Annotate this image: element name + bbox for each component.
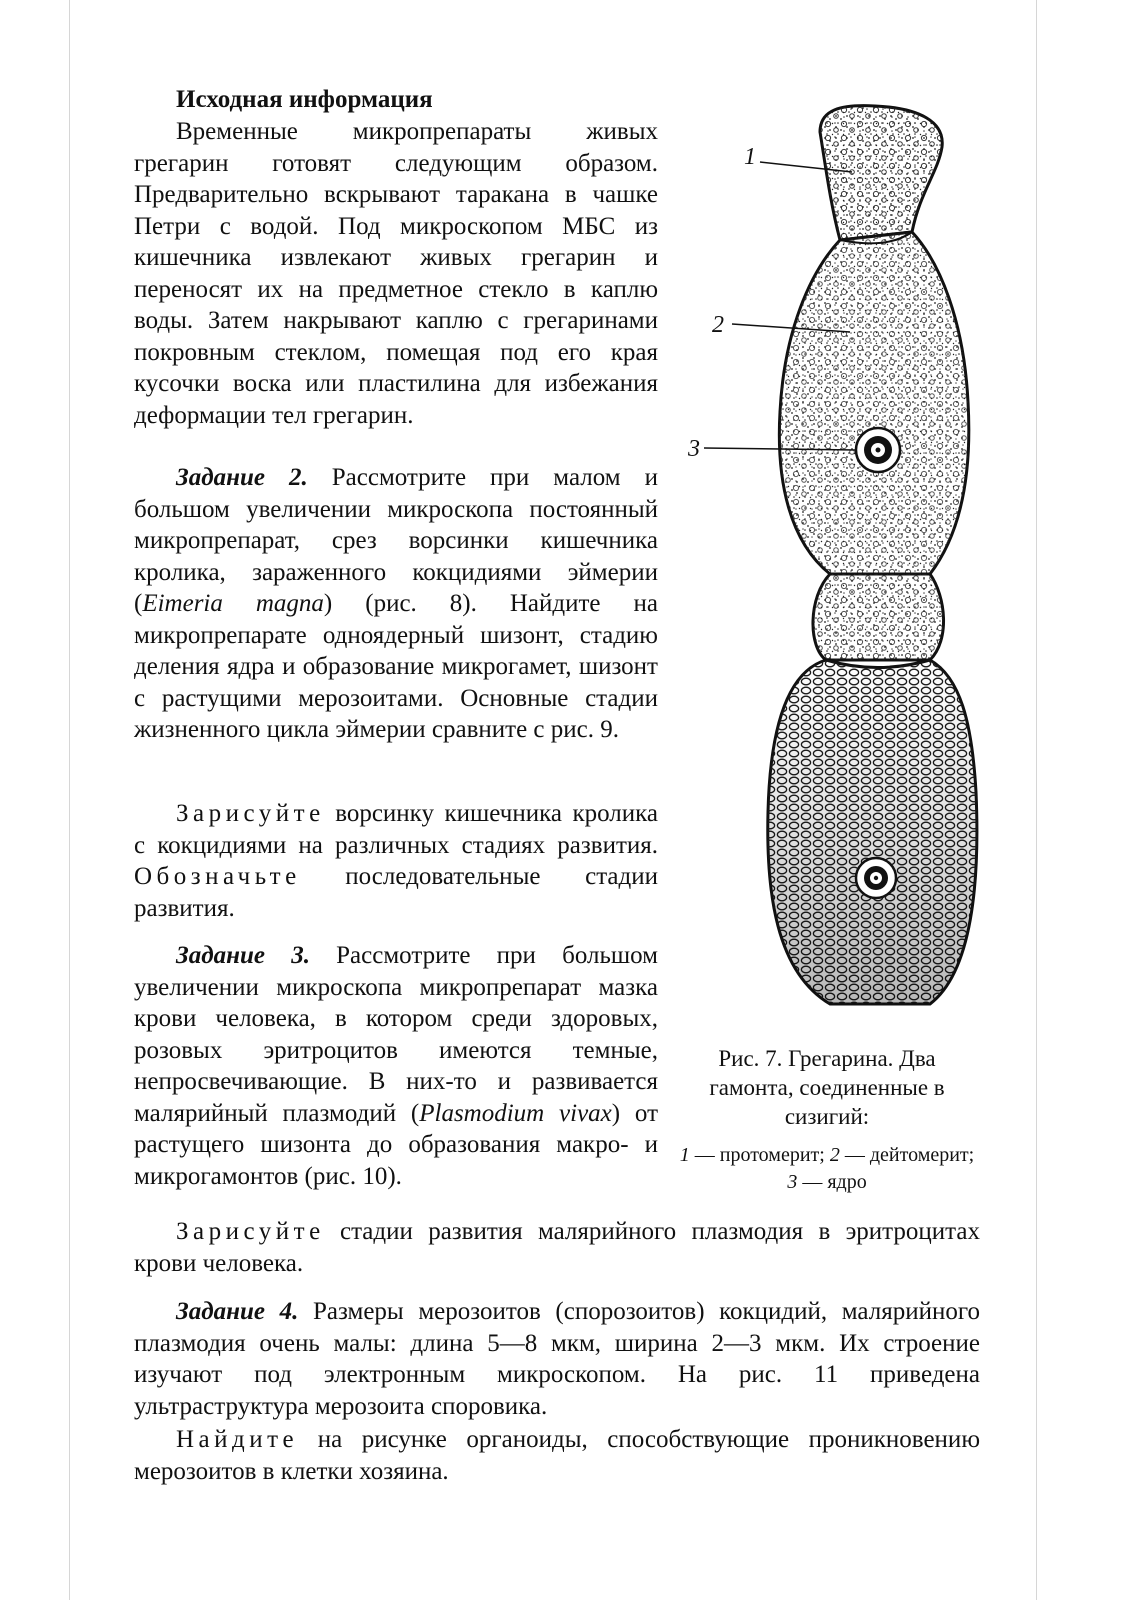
lower-protomerite [813,574,944,660]
figure-caption: Рис. 7. Грегарина. Два гамонта, соединенные в сизигий: [709,1046,945,1129]
section-heading: Исходная информация [176,86,433,113]
task2-paragraph [134,462,658,746]
page-border-right [1036,0,1037,1600]
legend-text-1: — протомерит; [689,1144,830,1166]
upper-nucleus [856,428,900,472]
upper-protomerite [820,106,942,240]
task3-draw-paragraph [134,1216,980,1279]
label-1: 1 [744,144,756,170]
task4-text: Размеры мерозоитов (спорозоитов) кокцидий, малярийного плазмодия очень малы: длина 5—8 мкм, ширина 2—3 мкм. Их строение изучают под электронным микроскопом. На рис. 11 приведена ультраструктура мерозоита споровика. [134,1298,980,1420]
task2-text-after: ) (рис. 8). Найдите на микропрепарате одноядерный шизонт, стадию деления ядра и образование микрогамет, шизонт с растущими мерозоитами. Основные стадии жизненного цикла эймерии сравните с рис. 9. [134,590,658,743]
task4-label: Задание 4. [176,1298,299,1325]
upper-deutomerite [779,232,968,574]
lower-nucleus [856,858,896,898]
task2-draw-paragraph [134,798,658,924]
legend-num-1: 1 [679,1144,690,1166]
task3-draw-text: стадии развития малярийного плазмодия в эритроцитах крови человека. [134,1218,980,1277]
gregarine-figure [680,92,980,1012]
task3-latin-name: Plasmodium vivax [419,1099,612,1127]
legend-num-3: 3 [787,1171,798,1193]
label-2: 2 [712,312,724,338]
figure-legend [676,1142,978,1196]
task3-text-after: ) от растущего шизонта до образования макро- и микрогамонтов (рис. 10). [134,1099,659,1190]
task4-paragraph [134,1296,980,1422]
legend-text-2: — дейтомерит; [839,1144,975,1166]
task2-text-before: Рассмотрите при малом и большом увеличении микроскопа постоянный микропрепарат, срез ворсинки кишечника кролика, зараженного кокцидиями эймерии ( [134,464,658,617]
task2-mark-word: Обозначьте [134,863,301,890]
task4-find-word: Найдите [176,1426,299,1453]
task3-label: Задание 3. [176,942,310,969]
task2-draw-text1: ворсинку кишечника кролика с кокцидиями на различных стадиях развития. [134,800,658,859]
page-border-left [69,0,70,1600]
task3-paragraph [134,940,658,1192]
task2-draw-word: Зарисуйте [176,800,325,827]
task2-latin-name: Eimeria magna [142,590,324,617]
task2-label: Задание 2. [176,464,308,491]
task3-text-before: Рассмотрите при большом увеличении микроскопа микропрепарат мазка крови человека, в котором среди здоровых, розовых эритроцитов имеются темные, непросвечивающие. В них-то и развивается малярийный плазмодий ( [134,942,658,1127]
task4-find-text: на рисунке органоиды, способствующие проникновению мерозоитов в клетки хозяина. [134,1426,980,1485]
task2-draw-text2: последовательные стадии развития. [134,863,658,922]
legend-num-2: 2 [829,1144,840,1166]
legend-text-3: — ядро [797,1171,867,1193]
intro-paragraph: Временные микропрепараты живых грегарин готовят следующим образом. Предварительно вскрывают таракана в чашке Петри с водой. Под микроскопом МБС из кишечника извлекают живых грегарин и переносят их на предметное стекло в каплю воды. Затем накрывают каплю с грегаринами покровным стеклом, помещая под его края кусочки воска или пластилина для избежания деформации тел грегарин. [134,118,658,429]
task3-draw-word: Зарисуйте [176,1218,325,1245]
task4-find-paragraph [134,1424,980,1487]
label-3: 3 [688,436,700,462]
lower-deutomerite [768,660,977,1004]
